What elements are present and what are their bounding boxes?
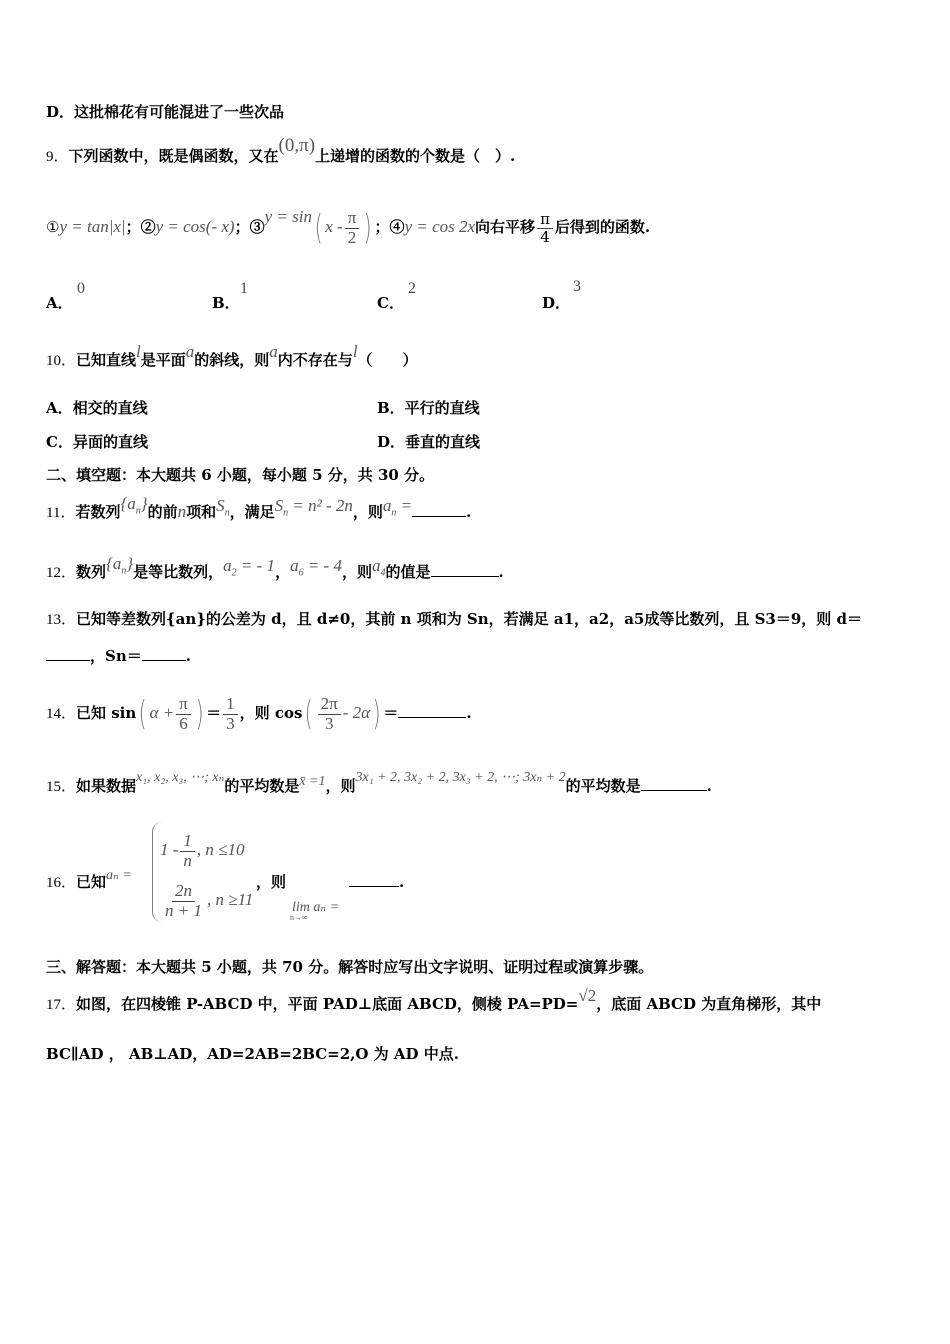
q17-number: 17． (46, 997, 77, 1013)
q12-a6-letter: a (290, 556, 299, 575)
q10-text-a: 已知直线 (76, 351, 137, 369)
q13-line-2 (46, 646, 191, 666)
q9-f4-text-b: 后得到的函数. (554, 218, 651, 236)
q15-data: x₁, x₂, x₃, ⋯; xₙ (136, 770, 225, 785)
q11-an-eq: = (396, 496, 413, 515)
q15-text-d: 的平均数是 (565, 777, 641, 795)
q14-minus: - 2α (342, 703, 371, 722)
q9-f3-frac (345, 209, 360, 247)
q12-a4-letter: a (371, 556, 381, 575)
q17-line-1 (46, 986, 822, 1015)
q11-an-sub: n (391, 507, 397, 519)
q9-f4-text-a: 向右平移 (475, 218, 536, 236)
q8-option-d-text: D．这批棉花有可能混进了一些次品 (46, 103, 285, 121)
q10-l1: l (136, 342, 141, 361)
q11-n: n (177, 502, 187, 521)
q14-rparen-1: ) (195, 694, 204, 734)
q12-sep: ， (275, 563, 291, 581)
q16-case-1-a: 1 - (160, 840, 179, 860)
q16-case-1-frac (180, 832, 195, 870)
q12-a2-letter: a (223, 556, 232, 575)
q9-text-b: 上递增的函数的个数是（ ）. (315, 147, 516, 165)
q10-option-b: B．平行的直线 (377, 399, 480, 417)
q16-case-1-num: 1 (180, 832, 195, 852)
q11-answer-blank[interactable] (412, 502, 466, 517)
q14 (46, 690, 472, 737)
q12-seq-a: {a (106, 554, 122, 573)
section-2-heading: 二、填空题：本大题共 6 小题，每小题 5 分，共 30 分。 (46, 466, 435, 484)
q14-eq: ＝ (206, 704, 222, 722)
q9-option-c-value: 2 (408, 280, 416, 297)
q12-a6 (290, 556, 342, 579)
q15-text-a: 如果数据 (76, 777, 137, 795)
q12-text-e: . (498, 563, 504, 581)
q11-eq-S: S (274, 496, 284, 515)
q13-d-blank[interactable] (46, 646, 90, 661)
q14-rparen-2: ) (372, 694, 381, 734)
q15-data-2: 3x₁ + 2, 3x₂ + 2, 3x₃ + 2, ⋯; 3xₙ + 2 (355, 770, 566, 785)
q9-f1: y = tan|x| (59, 217, 126, 236)
q16-text-a: 已知 (76, 873, 107, 891)
q15-text-c: ，则 (325, 777, 356, 795)
q16-text-b: ，则 (256, 873, 287, 891)
q10-option-d: D．垂直的直线 (377, 433, 481, 451)
q9-f4-mark: ；④ (374, 218, 405, 236)
q15-text-b: 的平均数是 (224, 777, 300, 795)
q9-option-d-value: 3 (573, 278, 581, 295)
section-3-heading: 三、解答题：本大题共 5 小题，共 70 分。解答时应写出文字说明、证明过程或演算步骤。 (46, 958, 654, 976)
q9-f4-den: 4 (540, 227, 550, 246)
q10-text-b: 是平面 (140, 351, 186, 369)
q13-text: 已知等差数列{an}的公差为 d，且 d≠0，其前 n 项和为 Sn，若满足 a1，a2，a5成等比数列，且 S3＝9，则 d＝ (76, 610, 863, 628)
q9-option-b-value: 1 (240, 280, 248, 297)
q14-text-a: 已知 sin (76, 704, 137, 722)
q10-number: 10． (46, 353, 77, 369)
q12-a6-sub: 6 (298, 567, 304, 579)
q11-text-c: 项和 (186, 503, 217, 521)
q13-number: 13． (46, 612, 77, 628)
q10-text-e: （ ） (357, 351, 418, 369)
q9-f4: y = cos 2x (404, 217, 476, 236)
q16-tail (256, 872, 286, 892)
q9-f3-lparen: ( (314, 208, 323, 248)
q15-answer-blank[interactable] (641, 776, 707, 791)
q9-f2-mark: ；② (125, 218, 156, 236)
q17-line-2: BC∥AD ， AB⊥AD，AD=2AB=2BC=2,O 为 AD 中点. (46, 1045, 459, 1063)
q9-option-d-label: D． (542, 294, 571, 312)
q9-option-b-label: B． (212, 294, 240, 312)
q16-lim-sub: n→∞ (290, 913, 308, 922)
q10-a2: a (269, 342, 278, 361)
q12-text-b: 是等比数列， (133, 563, 224, 581)
q16-text-c: . (399, 873, 405, 891)
q8-option-d (46, 102, 284, 122)
q12 (46, 554, 504, 589)
q16-case-1 (160, 832, 245, 870)
q9-option-c (377, 292, 404, 313)
q12-a4-sub: 4 (380, 567, 386, 579)
q11-an-letter: a (382, 496, 392, 515)
q9-number: 9． (46, 149, 69, 165)
q9-f3-den: 2 (347, 227, 357, 247)
q16-case-2-frac (162, 882, 205, 920)
q11-seq-a: {a (120, 494, 136, 513)
q14-frac-2-den: 3 (226, 713, 235, 733)
q11 (46, 494, 472, 529)
q16-case-2-den: n + 1 (165, 900, 202, 920)
q12-a6-val: = - 4 (303, 556, 342, 575)
q14-text-c: . (466, 704, 472, 722)
q16-case-2-b: , n ≥11 (206, 890, 254, 910)
q9-option-d (542, 292, 570, 313)
q16-answer-blank[interactable] (349, 872, 399, 887)
q16-case-1-den: n (183, 850, 192, 870)
q11-text-b: 的前 (147, 503, 178, 521)
q11-seq-sub: n (135, 505, 141, 517)
q11-text-f: . (466, 503, 472, 521)
q9-functions (46, 207, 650, 248)
q11-text-e: ，则 (352, 503, 383, 521)
q9-option-a (46, 292, 73, 313)
q14-number: 14． (46, 706, 77, 722)
q9-option-a-label: A． (46, 294, 73, 312)
q14-lparen-1: ( (138, 694, 147, 734)
q9-f3-num: π (345, 209, 360, 229)
q9-f3-mark: ；③ (234, 218, 265, 236)
q10-l2: l (352, 342, 358, 361)
q16-number: 16． (46, 875, 77, 891)
q9-f4-num: π (537, 211, 553, 229)
q11-text-d: ，满足 (229, 503, 275, 521)
q11-S-sub: n (224, 507, 230, 519)
q11-eq (274, 496, 353, 519)
q11-seq-end: } (140, 494, 148, 513)
q16-lim: lim aₙ = (292, 900, 340, 915)
q15-mean: x̄ =1 (299, 774, 326, 789)
q16-case-2 (160, 882, 253, 920)
q14-frac-3 (318, 695, 341, 733)
q11-eq-rhs: = n² - 2n (288, 496, 353, 515)
q9-f2: y = cos(- x) (155, 217, 235, 236)
q14-frac-3-den: 3 (324, 713, 334, 733)
q17-text-a: 如图，在四棱锥 P-ABCD 中，平面 PAD⊥底面 ABCD，侧棱 PA=PD= (76, 995, 579, 1013)
q12-a2-val: = - 1 (236, 556, 276, 575)
q12-text-c: ，则 (341, 563, 372, 581)
q13-sn-blank[interactable] (142, 646, 186, 661)
q11-text-a: 若数列 (75, 503, 121, 521)
q12-seq-sub: n (121, 565, 127, 577)
q12-number: 12． (46, 565, 77, 581)
q12-text-d: 的值是 (385, 563, 431, 581)
q17-text-b: ，底面 ABCD 为直角梯形，其中 (596, 995, 822, 1013)
q13-sn-label: Sn＝ (105, 647, 142, 665)
q14-frac-1-num: π (176, 695, 191, 715)
q14-alpha-plus: α + (149, 703, 175, 722)
q13-end: . (185, 647, 191, 665)
q16-answer (349, 872, 404, 892)
q12-seq-end: } (126, 554, 134, 573)
q14-lparen-2: ( (305, 694, 314, 734)
q17-sqrt: √2 (578, 986, 597, 1005)
q9-text-a: 下列函数中，既是偶函数，又在 (68, 147, 279, 165)
q9-interval: (0,π) (278, 135, 316, 156)
q9-option-c-label: C． (377, 294, 404, 312)
q10-option-a: A．相交的直线 (46, 399, 148, 417)
q9-f1-mark: ① (46, 218, 60, 236)
q9-f3-rparen: ) (363, 208, 372, 248)
q13-sep: ， (90, 647, 106, 665)
q10-stem (46, 342, 418, 371)
q10-text-c: 的斜线，则 (194, 351, 270, 369)
q12-a2-sub: 2 (231, 567, 237, 579)
q12-answer-blank[interactable] (431, 562, 499, 577)
q9-f4-frac (537, 211, 553, 245)
q9-stem (46, 135, 516, 167)
q11-S-letter: S (216, 496, 225, 515)
q9-f3-pre: y = sin (264, 207, 312, 226)
q11-S (216, 496, 230, 519)
q12-text-a: 数列 (76, 563, 107, 581)
q15 (46, 770, 712, 798)
q12-seq (106, 554, 134, 577)
q9-f3-arg: x - (325, 217, 343, 236)
q11-eq-sub: n (283, 507, 289, 519)
q11-seq (120, 494, 148, 517)
q9-option-a-value: 0 (77, 280, 85, 297)
q14-text-b: ，则 cos (239, 704, 303, 722)
q14-frac-3-num: 2π (318, 695, 341, 715)
q11-an (382, 496, 413, 519)
q13-line-1 (46, 609, 862, 630)
q14-frac-1-den: 6 (179, 713, 188, 733)
q14-answer-blank[interactable] (398, 703, 466, 718)
q10-a1: a (185, 342, 195, 361)
q16-case-1-b: , n ≤10 (196, 840, 245, 860)
q16-an: aₙ = (106, 868, 132, 883)
q15-text-e: . (706, 777, 712, 795)
q14-frac-1 (176, 695, 191, 733)
q16-stem (46, 868, 132, 894)
q14-frac-2-num: 1 (223, 695, 238, 715)
q15-number: 15． (46, 779, 77, 795)
q10-option-c: C．异面的直线 (46, 433, 148, 451)
q12-a2 (223, 556, 276, 579)
q11-number: 11． (46, 505, 76, 521)
q10-text-d: 内不存在与 (277, 351, 353, 369)
q12-a4 (371, 556, 386, 579)
q14-eq-2: ＝ (383, 704, 399, 722)
q9-option-b (212, 292, 240, 313)
q14-frac-2 (223, 695, 238, 733)
q16-case-2-num: 2n (172, 882, 195, 902)
